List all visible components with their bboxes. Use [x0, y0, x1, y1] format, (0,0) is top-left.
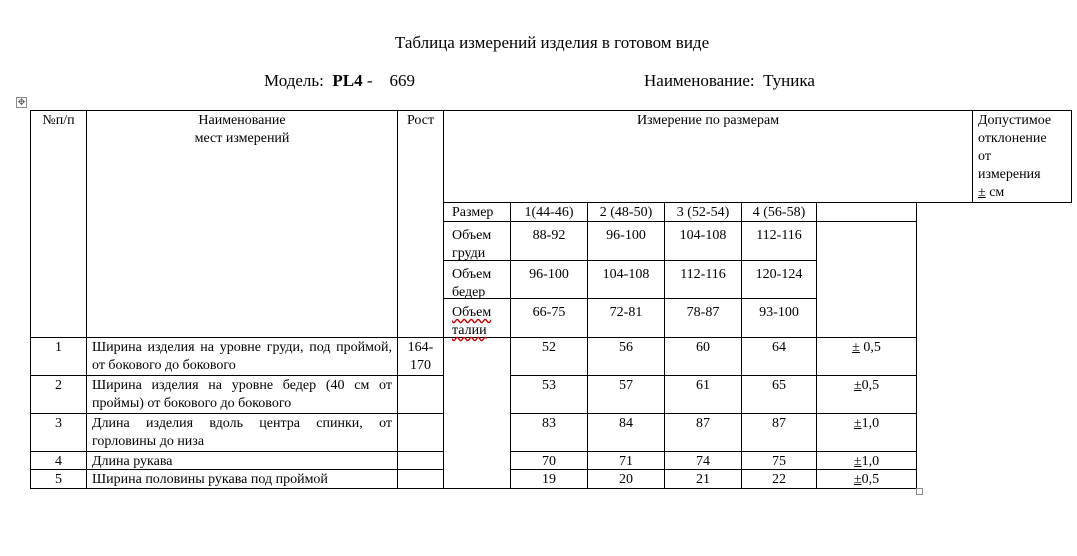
- row-value: 64: [772, 340, 786, 355]
- volume-label: талии: [452, 323, 487, 338]
- row-value: 87: [772, 416, 786, 431]
- volume-value: 93-100: [759, 305, 799, 320]
- tolerance-value: 0,5: [859, 340, 881, 355]
- volume-label: груди: [452, 246, 486, 261]
- row-value: 84: [619, 416, 633, 431]
- table-rule: [397, 110, 398, 489]
- table-rule: [916, 202, 917, 489]
- plus-minus-sign: ±: [853, 454, 862, 469]
- row-value: 60: [696, 340, 710, 355]
- volume-value: 72-81: [609, 305, 643, 320]
- header-measure: Измерение по размерам: [636, 113, 780, 128]
- row-value: 61: [696, 378, 710, 393]
- row-name: Ширина изделия на уровне груди, под проймой, от бокового до бокового: [92, 340, 392, 373]
- row-value: 57: [619, 378, 633, 393]
- row-value: 71: [619, 454, 633, 469]
- table-resize-handle[interactable]: [916, 488, 923, 495]
- volume-label: Объем: [452, 228, 492, 243]
- size-header: 1(44-46): [524, 205, 574, 220]
- row-value: 21: [696, 472, 710, 487]
- size-header: 3 (52-54): [676, 205, 730, 220]
- size-label: Размер: [452, 205, 494, 220]
- volume-label: Объем: [452, 305, 492, 320]
- row-name: Ширина половины рукава под проймой: [92, 472, 328, 487]
- plus-minus-sign: ±: [978, 185, 986, 200]
- row-tolerance: [817, 377, 916, 395]
- table-rule: [30, 413, 443, 414]
- table-rule: [1071, 110, 1072, 203]
- model-number: 669: [389, 71, 416, 90]
- table-rule: [30, 451, 443, 452]
- product-name-value: Туника: [763, 71, 815, 90]
- row-value: 87: [696, 416, 710, 431]
- table-rule: [443, 298, 817, 299]
- row-value: 70: [542, 454, 556, 469]
- model-label: Модель:: [264, 71, 324, 90]
- volume-value: 112-116: [756, 228, 802, 243]
- volume-value: 88-92: [532, 228, 566, 243]
- row-value: 65: [772, 378, 786, 393]
- table-rule: [86, 110, 87, 489]
- row-tolerance: [817, 453, 916, 471]
- header-tolerance-line: отклонение: [978, 131, 1047, 146]
- row-name: Ширина изделия на уровне бедер (40 см от проймы) от бокового до бокового: [92, 378, 392, 411]
- row-value: 52: [542, 340, 556, 355]
- row-name: Длина рукава: [92, 454, 173, 469]
- plus-minus-sign: ±: [852, 340, 860, 355]
- table-rule: [30, 375, 443, 376]
- header-place-line1: Наименование: [198, 113, 286, 128]
- height-value-line1: 164-: [407, 340, 434, 355]
- plus-minus-sign: ±: [853, 472, 862, 487]
- row-value: 83: [542, 416, 556, 431]
- volume-value: 78-87: [686, 305, 720, 320]
- header-height: Рост: [406, 113, 435, 128]
- row-name: Длина изделия вдоль центра спинки, от горловины до низа: [92, 416, 392, 449]
- row-tolerance: [817, 415, 916, 433]
- volume-value: 104-108: [602, 267, 650, 282]
- model-code: PL4: [332, 71, 363, 90]
- header-tolerance-line: Допустимое: [978, 113, 1052, 128]
- row-value: 74: [696, 454, 710, 469]
- header-place-line2: мест измерений: [194, 131, 290, 146]
- tolerance-value: 0,5: [861, 472, 880, 487]
- product-name-label: Наименование:: [644, 71, 755, 90]
- row-number: 1: [55, 340, 62, 355]
- volume-value: 120-124: [755, 267, 803, 282]
- row-number: 4: [55, 454, 62, 469]
- table-rule: [510, 413, 917, 414]
- row-value: 75: [772, 454, 786, 469]
- row-number: 5: [55, 472, 62, 487]
- volume-value: 96-100: [606, 228, 646, 243]
- product-name-line: [644, 72, 815, 90]
- volume-label: Объем: [452, 267, 492, 282]
- table-move-handle-icon[interactable]: ✥: [17, 98, 26, 108]
- row-value: 20: [619, 472, 633, 487]
- header-tolerance-line: измерения: [978, 167, 1041, 182]
- document-title: Таблица измерений изделия в готовом виде: [394, 33, 710, 52]
- model-line: [264, 72, 415, 90]
- volume-value: 66-75: [532, 305, 566, 320]
- row-tolerance: [817, 339, 916, 357]
- volume-value: 112-116: [680, 267, 726, 282]
- model-separator: -: [366, 71, 373, 90]
- table-rule: [443, 110, 444, 489]
- table-rule: [30, 110, 1072, 111]
- table-rule: [510, 451, 917, 452]
- row-tolerance: [817, 471, 916, 489]
- table-rule: [972, 110, 973, 203]
- plus-minus-sign: ±: [853, 378, 862, 393]
- tolerance-value: 0,5: [861, 378, 880, 393]
- volume-value: 104-108: [679, 228, 727, 243]
- header-tolerance-line: от: [978, 149, 991, 164]
- row-value: 22: [772, 472, 786, 487]
- height-value-line2: 170: [410, 358, 431, 373]
- plus-minus-sign: ±: [853, 416, 862, 431]
- tolerance-value: 1,0: [861, 454, 880, 469]
- row-value: 53: [542, 378, 556, 393]
- volume-label: бедер: [452, 285, 486, 300]
- size-header: 2 (48-50): [599, 205, 653, 220]
- table-rule: [443, 260, 817, 261]
- row-value: 19: [542, 472, 556, 487]
- row-value: 56: [619, 340, 633, 355]
- header-number: №п/п: [42, 113, 75, 128]
- size-header: 4 (56-58): [752, 205, 806, 220]
- header-tolerance-unit-line: [978, 184, 1004, 202]
- table-rule: [510, 375, 917, 376]
- row-number: 2: [55, 378, 62, 393]
- volume-value: 96-100: [529, 267, 569, 282]
- tolerance-unit: см: [985, 185, 1005, 200]
- row-number: 3: [55, 416, 62, 431]
- tolerance-value: 1,0: [861, 416, 880, 431]
- table-rule: [443, 202, 1072, 203]
